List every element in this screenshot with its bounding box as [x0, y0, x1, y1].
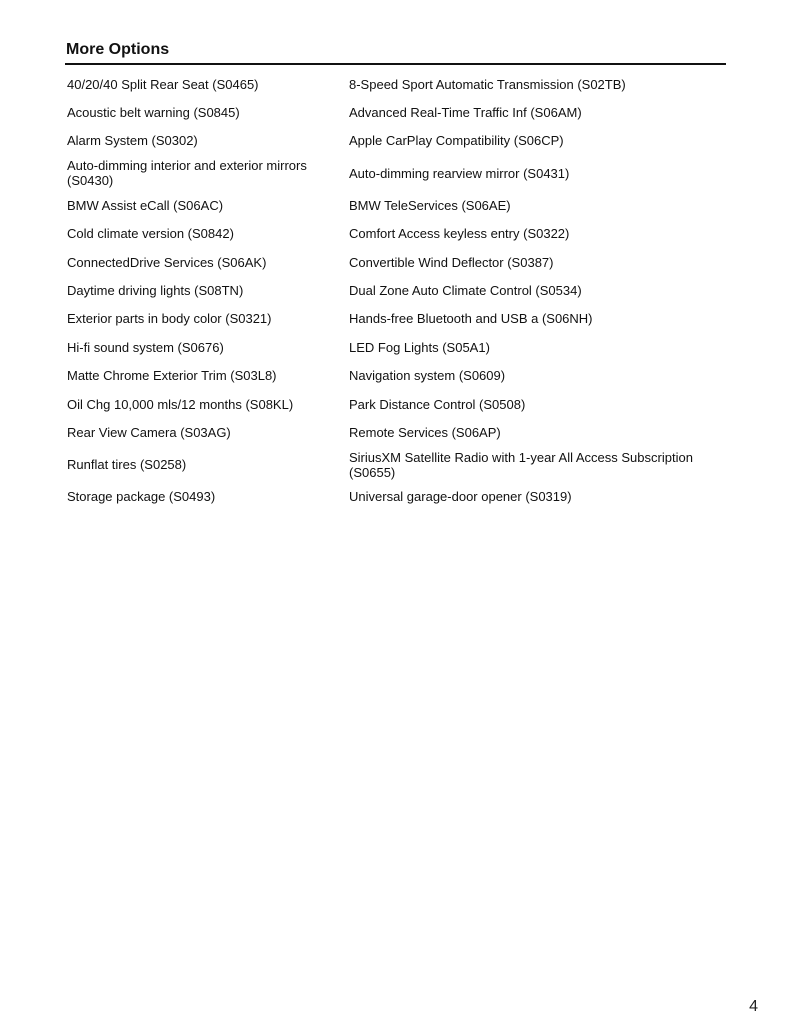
- option-cell: Navigation system (S0609): [349, 368, 506, 384]
- table-row: [60, 155, 726, 191]
- option-cell: Comfort Access keyless entry (S0322): [349, 226, 570, 242]
- table-row: [60, 483, 726, 511]
- table-row: [60, 418, 726, 446]
- table-row: [60, 447, 726, 483]
- option-cell: Remote Services (S06AP): [349, 424, 501, 440]
- option-cell: Park Distance Control (S0508): [349, 396, 526, 412]
- table-row: [60, 220, 726, 248]
- option-cell: Dual Zone Auto Climate Control (S0534): [349, 283, 582, 299]
- option-cell: Advanced Real-Time Traffic Inf (S06AM): [349, 105, 582, 121]
- option-cell: 8-Speed Sport Automatic Transmission (S02TB): [349, 76, 626, 92]
- section-title: More Options: [66, 41, 170, 58]
- option-cell: Hands-free Bluetooth and USB a (S06NH): [349, 311, 593, 327]
- option-cell: Cold climate version (S0842): [67, 226, 234, 242]
- option-cell: ConnectedDrive Services (S06AK): [67, 254, 267, 270]
- table-row: [60, 70, 726, 98]
- option-cell: Alarm System (S0302): [67, 133, 198, 149]
- option-cell: Auto-dimming rearview mirror (S0431): [349, 165, 570, 181]
- option-cell: Auto-dimming interior and exterior mirrors (S0430): [67, 158, 307, 189]
- option-cell: BMW TeleServices (S06AE): [349, 197, 511, 213]
- option-cell: Exterior parts in body color (S0321): [67, 311, 272, 327]
- table-row: [60, 390, 726, 418]
- option-cell: Convertible Wind Deflector (S0387): [349, 254, 554, 270]
- table-row: [60, 276, 726, 304]
- option-cell: Storage package (S0493): [67, 489, 216, 505]
- option-cell: Universal garage-door opener (S0319): [349, 489, 572, 505]
- table-row: [60, 362, 726, 390]
- table-row: [60, 191, 726, 219]
- table-row: [60, 248, 726, 276]
- page-number: 4: [749, 998, 758, 1015]
- option-cell: SiriusXM Satellite Radio with 1-year All Access Subscription (S0655): [349, 449, 693, 480]
- option-cell: Runflat tires (S0258): [67, 457, 187, 473]
- option-cell: BMW Assist eCall (S06AC): [67, 197, 224, 213]
- table-row: [60, 98, 726, 126]
- option-cell: Hi-fi sound system (S0676): [67, 339, 224, 355]
- option-cell: Daytime driving lights (S08TN): [67, 283, 244, 299]
- title-underline: [65, 63, 726, 65]
- table-row: [60, 127, 726, 155]
- option-cell: Acoustic belt warning (S0845): [67, 105, 240, 121]
- table-row: [60, 305, 726, 333]
- option-cell: Oil Chg 10,000 mls/12 months (S08KL): [67, 396, 294, 412]
- options-table: [60, 70, 726, 511]
- option-cell: Apple CarPlay Compatibility (S06CP): [349, 133, 564, 149]
- option-cell: Rear View Camera (S03AG): [67, 424, 231, 440]
- table-row: [60, 333, 726, 361]
- option-cell: LED Fog Lights (S05A1): [349, 339, 490, 355]
- option-cell: Matte Chrome Exterior Trim (S03L8): [67, 368, 277, 384]
- option-cell: 40/20/40 Split Rear Seat (S0465): [67, 76, 259, 92]
